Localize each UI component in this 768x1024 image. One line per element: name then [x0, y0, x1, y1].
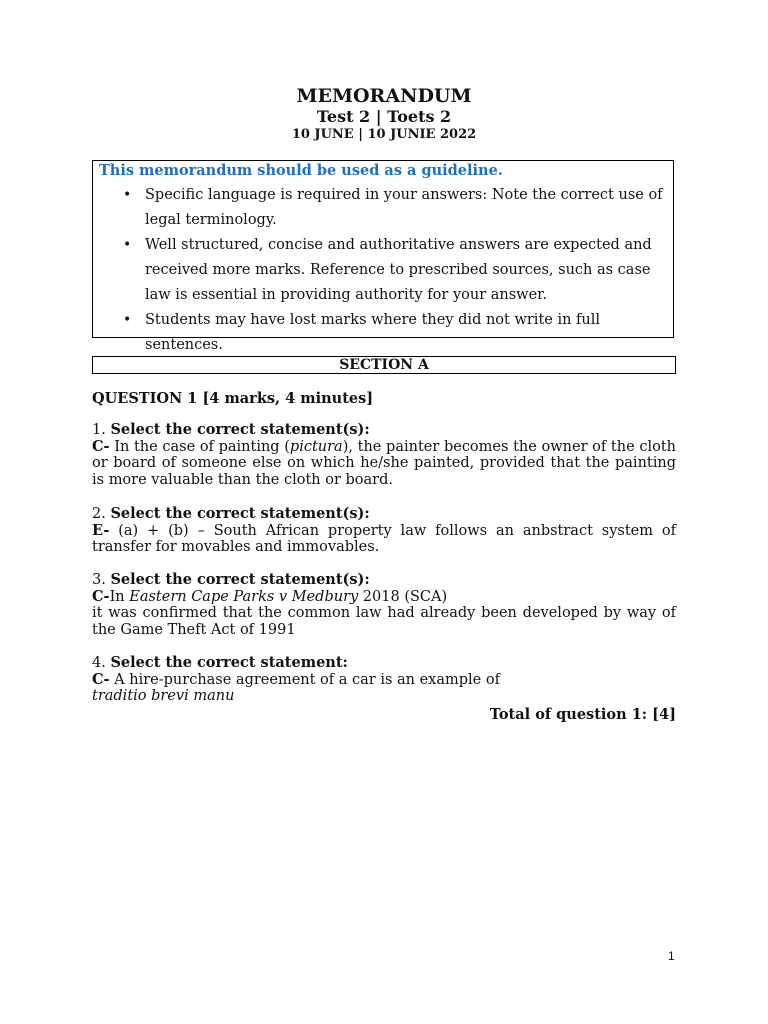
answer-text: A hire-purchase agreement of a car is an example of: [109, 671, 500, 688]
question-prompt: Select the correct statement(s):: [110, 571, 370, 588]
answer-text: In the case of painting (: [114, 438, 290, 455]
guideline-item: • Well structured, concise and authoritative answers are expected and received more marks. Reference to prescribed sources, such as case law is essential in providing authority for your answer.: [93, 233, 673, 308]
document-date: 10 JUNE | 10 JUNIE 2022: [291, 127, 477, 142]
document-title: MEMORANDUM: [296, 85, 472, 107]
question-item-4: [92, 655, 676, 705]
question-1-heading: QUESTION 1 [4 marks, 4 minutes]: [92, 390, 374, 407]
answer-letter: C-: [92, 587, 110, 605]
question-item-2: [92, 506, 676, 556]
page-number: 1: [668, 949, 675, 963]
section-a-header: SECTION A: [92, 356, 676, 374]
answer-italic: traditio brevi manu: [92, 688, 235, 704]
question-number: 3.: [92, 572, 106, 588]
answer-text: (a) + (b) – South African property law follows an anbstract system of transfer for movables and immovables.: [92, 522, 676, 555]
answer-letter: C-: [92, 437, 110, 455]
question-number: 2.: [92, 506, 106, 522]
question-item-3: [92, 572, 676, 638]
question-number: 1.: [92, 422, 106, 438]
answer-letter: C-: [92, 670, 110, 688]
document-subtitle: Test 2 | Toets 2: [316, 107, 452, 126]
answer-italic: Eastern Cape Parks v Medbury: [129, 588, 359, 605]
answer-italic: pictura: [289, 438, 343, 455]
answer-text: it was confirmed that the common law had already been developed by way of the Game Theft Act of 1991: [92, 605, 676, 638]
answer-letter: E-: [92, 521, 110, 539]
answer-text: In: [109, 588, 130, 605]
guideline-item: • Specific language is required in your answers: Note the correct use of legal terminology.: [93, 183, 673, 233]
answer-text: ), the painter becomes the owner of the cloth or board of someone else on which he/she painted, provided that the painting is more valuable than the cloth or board.: [92, 438, 676, 488]
question-prompt: Select the correct statement(s):: [110, 505, 370, 522]
guideline-box: [92, 160, 674, 353]
question-item-1: [92, 422, 676, 488]
question-1-total: Total of question 1: [4]: [489, 706, 676, 723]
question-prompt: Select the correct statement(s):: [110, 421, 370, 438]
question-number: 4.: [92, 655, 106, 671]
guideline-heading: This memorandum should be used as a guideline.: [99, 162, 503, 179]
question-prompt: Select the correct statement:: [110, 654, 348, 671]
guideline-item: • Students may have lost marks where they did not write in full sentences.: [93, 308, 673, 358]
answer-text: 2018 (SCA): [358, 588, 448, 605]
guideline-list: [93, 183, 673, 358]
